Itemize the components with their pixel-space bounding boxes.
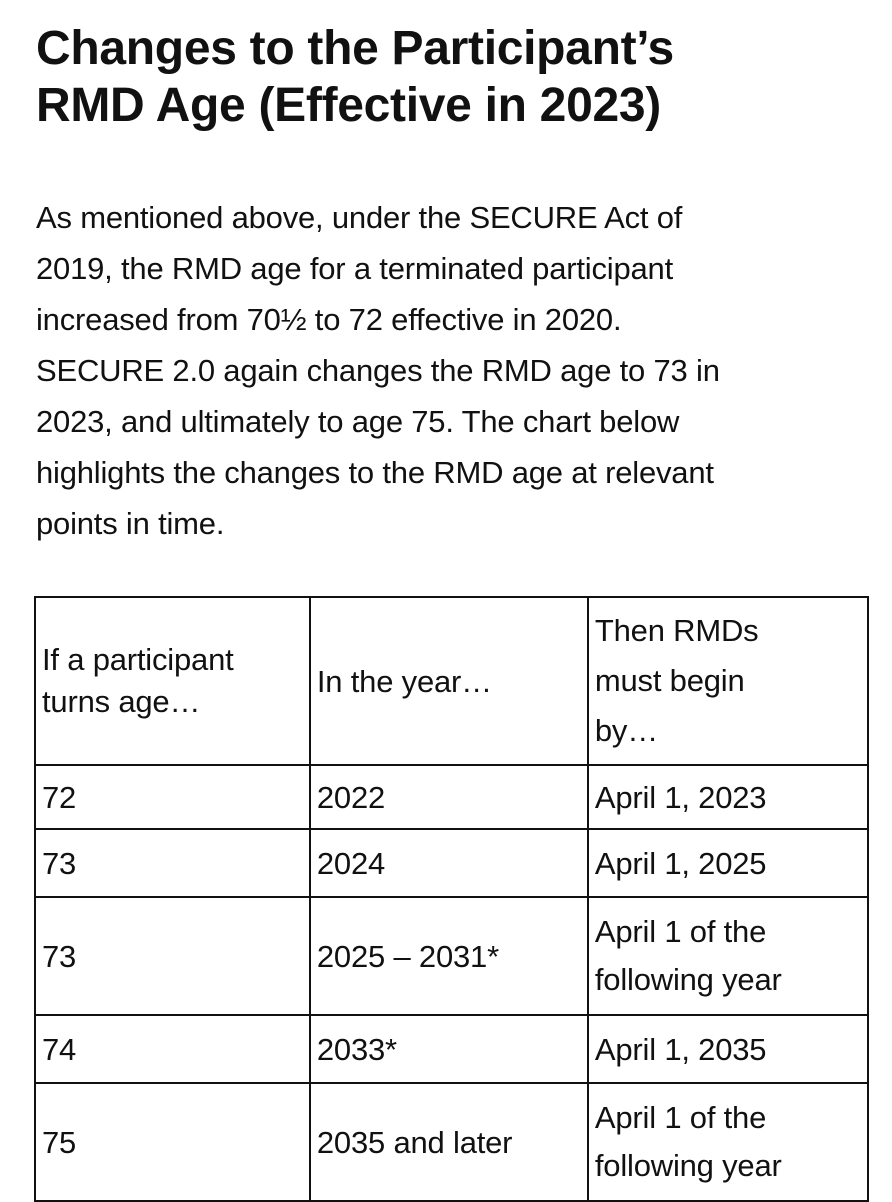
intro-line: 2023, and ultimately to age 75. The chart below — [36, 404, 680, 439]
cell-year: 2035 and later — [310, 1083, 588, 1201]
intro-line: As mentioned above, under the SECURE Act of — [36, 200, 683, 235]
cell-age: 72 — [35, 765, 310, 829]
cell-begin-line: April 1 of the — [594, 1100, 767, 1135]
intro-paragraph — [36, 192, 876, 549]
cell-year: 2022 — [310, 765, 588, 829]
cell-begin — [588, 1083, 868, 1201]
cell-begin-line: following year — [594, 1148, 782, 1183]
cell-age: 74 — [35, 1015, 310, 1083]
cell-year: 2033* — [310, 1015, 588, 1083]
title-line: RMD Age (Effective in 2023) — [36, 79, 661, 132]
table-row — [35, 765, 868, 829]
cell-age: 73 — [35, 897, 310, 1015]
title-line: Changes to the Participant’s — [36, 22, 674, 75]
table-row — [35, 1083, 868, 1201]
table-row — [35, 1015, 868, 1083]
intro-line: increased from 70½ to 72 effective in 2020. — [36, 302, 622, 337]
header-age-line: turns age… — [42, 684, 201, 719]
cell-year: 2025 – 2031* — [310, 897, 588, 1015]
cell-begin — [588, 897, 868, 1015]
header-age — [35, 597, 310, 765]
rmd-age-table — [34, 596, 869, 1202]
cell-begin: April 1, 2023 — [588, 765, 868, 829]
intro-line: SECURE 2.0 again changes the RMD age to 73 in — [36, 353, 720, 388]
header-age-line: If a participant — [42, 642, 234, 677]
cell-begin-line: April 1 of the — [594, 914, 767, 949]
intro-line: 2019, the RMD age for a terminated participant — [36, 251, 673, 286]
cell-begin-line: following year — [594, 962, 782, 997]
page-title — [36, 20, 886, 134]
header-begin-line: must begin — [594, 663, 745, 698]
header-begin-line: Then RMDs — [594, 613, 759, 648]
cell-year: 2024 — [310, 829, 588, 897]
cell-begin: April 1, 2025 — [588, 829, 868, 897]
table-row — [35, 897, 868, 1015]
table-header-row — [35, 597, 868, 765]
header-year: In the year… — [310, 597, 588, 765]
header-begin — [588, 597, 868, 765]
table-row — [35, 829, 868, 897]
cell-age: 75 — [35, 1083, 310, 1201]
intro-line: points in time. — [36, 506, 225, 541]
intro-line: highlights the changes to the RMD age at relevant — [36, 455, 714, 490]
cell-begin: April 1, 2035 — [588, 1015, 868, 1083]
cell-age: 73 — [35, 829, 310, 897]
header-begin-line: by… — [594, 713, 659, 748]
